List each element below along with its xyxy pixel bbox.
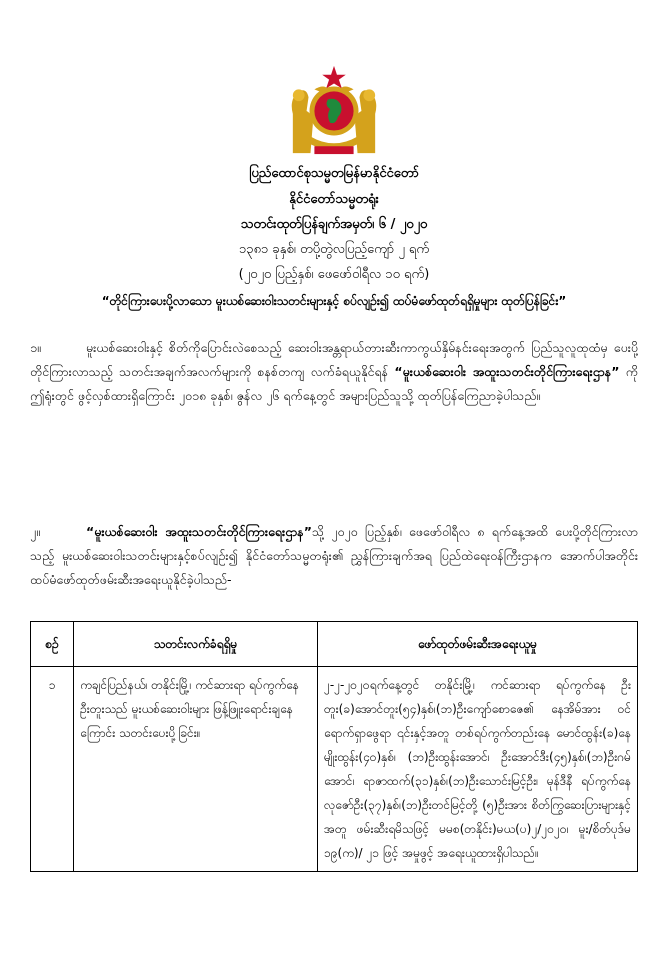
office-name: နိုင်ငံတော်သမ္မတရုံး bbox=[289, 192, 379, 207]
col-header-no: စဉ် bbox=[31, 622, 74, 667]
government-name: ပြည်ထောင်စုသမ္မတမြန်မာနိုင်ငံတော် bbox=[249, 166, 419, 181]
seal-circle bbox=[310, 86, 359, 135]
highlighted-phrase: “မူးယစ်ဆေးဝါး အထူးသတင်းတိုင်ကြားရေးဌာန” bbox=[86, 524, 312, 539]
paragraph-text: မူးယစ်ဆေးဝါးနှင့် စိတ်ကိုပြောင်းလဲစေသည့် ဆေးဝါးအန္တရာယ်တားဆီးကာကွယ်နှိမ်နင်းရေးအတွက် bbox=[86, 340, 525, 355]
highlighted-phrase: “မူးယစ်ဆေးဝါး အထူးသတင်းတိုင်ကြားရေးဌာန” bbox=[394, 364, 620, 379]
cell-info: ကချင်ပြည်နယ်၊ တနိုင်းမြို့၊ ကင်ဆားရာ ရပ်ကွက်နေ ဦးတူးသည် မူးယစ်ဆေးဝါးများ ဖြန့်ဖြူးရောင်းချနေကြောင်း သတင်းပေးပို့ခြင်း။ bbox=[74, 667, 318, 872]
paragraph-1 bbox=[30, 336, 638, 408]
cell-action: ၂-၂-၂၀၂၀ရက်နေ့တွင် တနိုင်းမြို့၊ ကင်ဆားရာ ရပ်ကွက်နေ ဦးတူး(ခ)အောင်တူး(၅၄)နှစ်၊(ဘ)ဦးကျော်စောဇေ၏ နေအိမ်အား ဝင်ရောက်ရှာဖွေရာ ၎င်းနှင့်အတူ တစ်ရပ်ကွက်တည်းနေ မောင်ထွန်း(ခ)နေမျိုးထွန်း(၄၀)နှစ်၊ (ဘ)ဦးထွန်းအောင်၊ ဦးအောင်ဒီး(၄၅)နှစ်၊(ဘ)ဦးဂမ်အောင်၊ ရာဇာထက်(၃၁)နှစ်၊(ဘ)ဦးသောင်းမြင့်ဦး၊ မုန်ဒီနီ ရပ်ကွက်နေ လုဇော်ဦး(၃၇)နှစ်၊(ဘ)ဦးတင်မြင့်တို့ (၅)ဦးအား စိတ်ကြွဆေးပြားများနှင့်အတူ ဖမ်းဆီးရမိသဖြင့် မမစ(တနိုင်း)မယ(ပ)၂/၂၀၂၀၊ မူး/စိတ်ပုဒ်မ ၁၉(က)/ ၂၁ ဖြင့် အမှုဖွင့် အရေးယူထားရှိပါသည်။ bbox=[317, 667, 637, 872]
gregorian-date: (၂၀၂၀ ပြည့်နှစ်၊ ဖေဖော်ဝါရီလ ၁၀ ရက်) bbox=[238, 267, 430, 282]
release-number: သတင်းထုတ်ပြန်ချက်အမှတ်၊ ၆ / ၂၀၂၀ bbox=[240, 217, 428, 232]
state-seal-emblem bbox=[285, 60, 383, 158]
enforcement-table bbox=[30, 621, 638, 872]
paragraph-number: ၁။ bbox=[30, 340, 41, 355]
lion-right bbox=[355, 89, 376, 153]
col-header-info: သတင်းလက်ခံရရှိမှု bbox=[74, 622, 318, 667]
paragraph-text: သို့ ၂၀၂၀ ပြည့်နှစ်၊ ဖေဖော်ဝါရီလ ၈ ရက်နေ့အထိ ပေးပို့တိုင်ကြားလာသည့် မူးယစ်ဆေးဝါးသတင်းများနှင့်စပ်လျဉ်း၍ နိုင်ငံတော်သမ္မတရုံး၏ ညွှန်ကြားချက်အရ ပြည်ထဲရေးဝန်ကြီးဌာနက အောက်ပါအတိုင်း ထပ်မံဖော်ထုတ်ဖမ်းဆီးအရေးယူနိုင်ခဲ့ပါသည်- bbox=[30, 524, 638, 587]
star-icon bbox=[322, 66, 346, 89]
paragraph-text: ကို ဤရုံးတွင် ဖွင့်လှစ်ထားရှိကြောင်း ၂၀၁၈ ခုနှစ်၊ ဇွန်လ ၂၆ ရက်နေ့တွင် အများပြည်သူသို့ ထုတ်ပြန်ကြေညာခဲ့ပါသည်။ bbox=[30, 364, 638, 403]
cell-no: ၁ bbox=[31, 667, 74, 872]
col-header-action: ဖော်ထုတ်ဖမ်းဆီးအရေးယူမှု bbox=[317, 622, 637, 667]
paragraph-2 bbox=[30, 520, 638, 592]
paragraph-text: ပြည်သူလူထုထံမှ ပေးပို့တိုင်ကြားလာသည့် သတင်းအချက်အလက်များကို စနစ်တကျ လက်ခံရယူနိုင်ရန် bbox=[30, 340, 639, 379]
table-row bbox=[31, 667, 638, 872]
release-title: “တိုင်ကြားပေးပို့လာသော မူးယစ်ဆေးဝါးသတင်းများနှင့် စပ်လျဉ်း၍ ထပ်မံဖော်ထုတ်ရရှိမှုများ ထုတ်ပြန်ခြင်း” bbox=[101, 294, 567, 308]
myanmar-date: ၁၃၈၁ ခုနှစ်၊ တပို့တွဲလပြည့်ကျော် ၂ ရက် bbox=[238, 242, 430, 257]
banner-ribbon bbox=[314, 146, 353, 154]
table-header-row bbox=[31, 622, 638, 667]
paragraph-number: ၂။ bbox=[30, 524, 40, 539]
lion-left bbox=[292, 89, 313, 153]
